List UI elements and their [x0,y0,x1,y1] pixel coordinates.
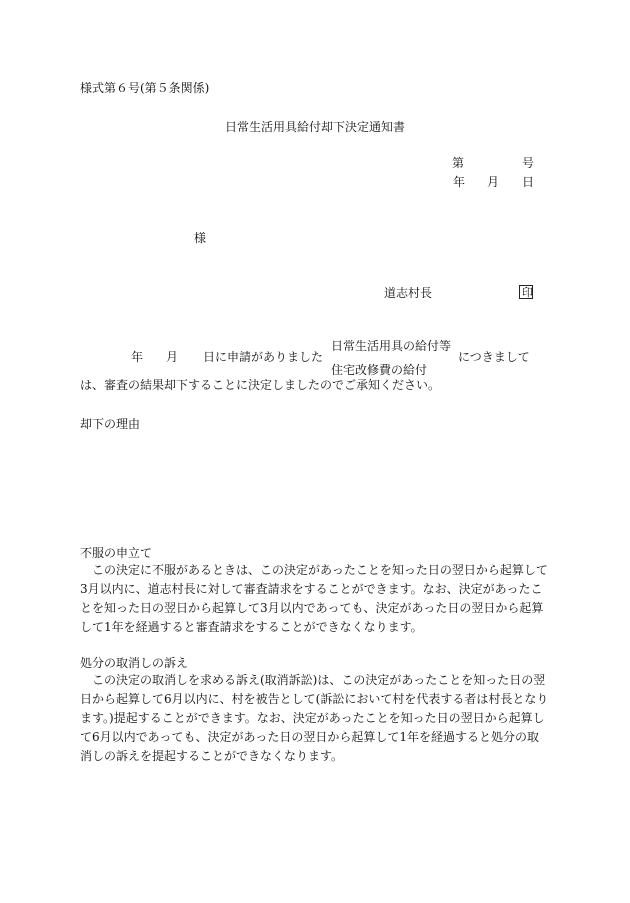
issuer-name: 道志村長 [384,286,433,300]
form-number: 様式第６号(第５条関係) [80,81,210,95]
revocation-heading: 処分の取消しの訴え [80,656,189,670]
date-month: 月 [487,175,500,189]
reason-heading: 却下の理由 [80,417,141,431]
seal-char: 印 [522,286,533,299]
date-day: 日 [522,175,535,189]
revocation-body: この決定の取消しを求める訴え(取消訴訟)は、この決定があったことを知った日の翌日から起算して6月以内に、村を被告として(訴訟において村を代表する者は村長となります。)提起することができます。なお、決定があったことを知った日の翌日から起算して6月以内であっても、決定があった日の翌日から起算して1年を経過すると処分の取消しの訴えを提起することができなくなります。 [80,673,549,763]
date-year: 年 [453,175,466,189]
application-month: 月 [166,350,179,364]
application-year: 年 [131,350,144,364]
objection-body: この決定に不服があるときは、この決定があったことを知った日の翌日から起算して3月以内に、道志村長に対して審査請求をすることができます。なお、決定があったことを知った日の翌日から起算して3月以内であっても、決定があった日の翌日から起算して1年を経過すると審査請求をすることができなくなります。 [80,563,548,634]
recipient-suffix: 様 [194,231,207,245]
seal-stamp [519,285,533,299]
benefit-choice-daily-goods: 日常生活用具の給付等 [331,339,452,353]
document-number-go: 号 [522,156,535,170]
document-title: 日常生活用具給付却下決定通知書 [225,120,406,134]
application-day-text: 日に申請がありました [203,350,324,364]
document-number-dai: 第 [452,156,465,170]
benefit-choice-housing: 住宅改修費の給付 [331,363,428,377]
objection-heading: 不服の申立て [80,546,153,560]
decision-notice: は、審査の結果却下することに決定しましたのでご承知ください。 [80,378,441,392]
application-trail: につきまして [458,350,530,364]
